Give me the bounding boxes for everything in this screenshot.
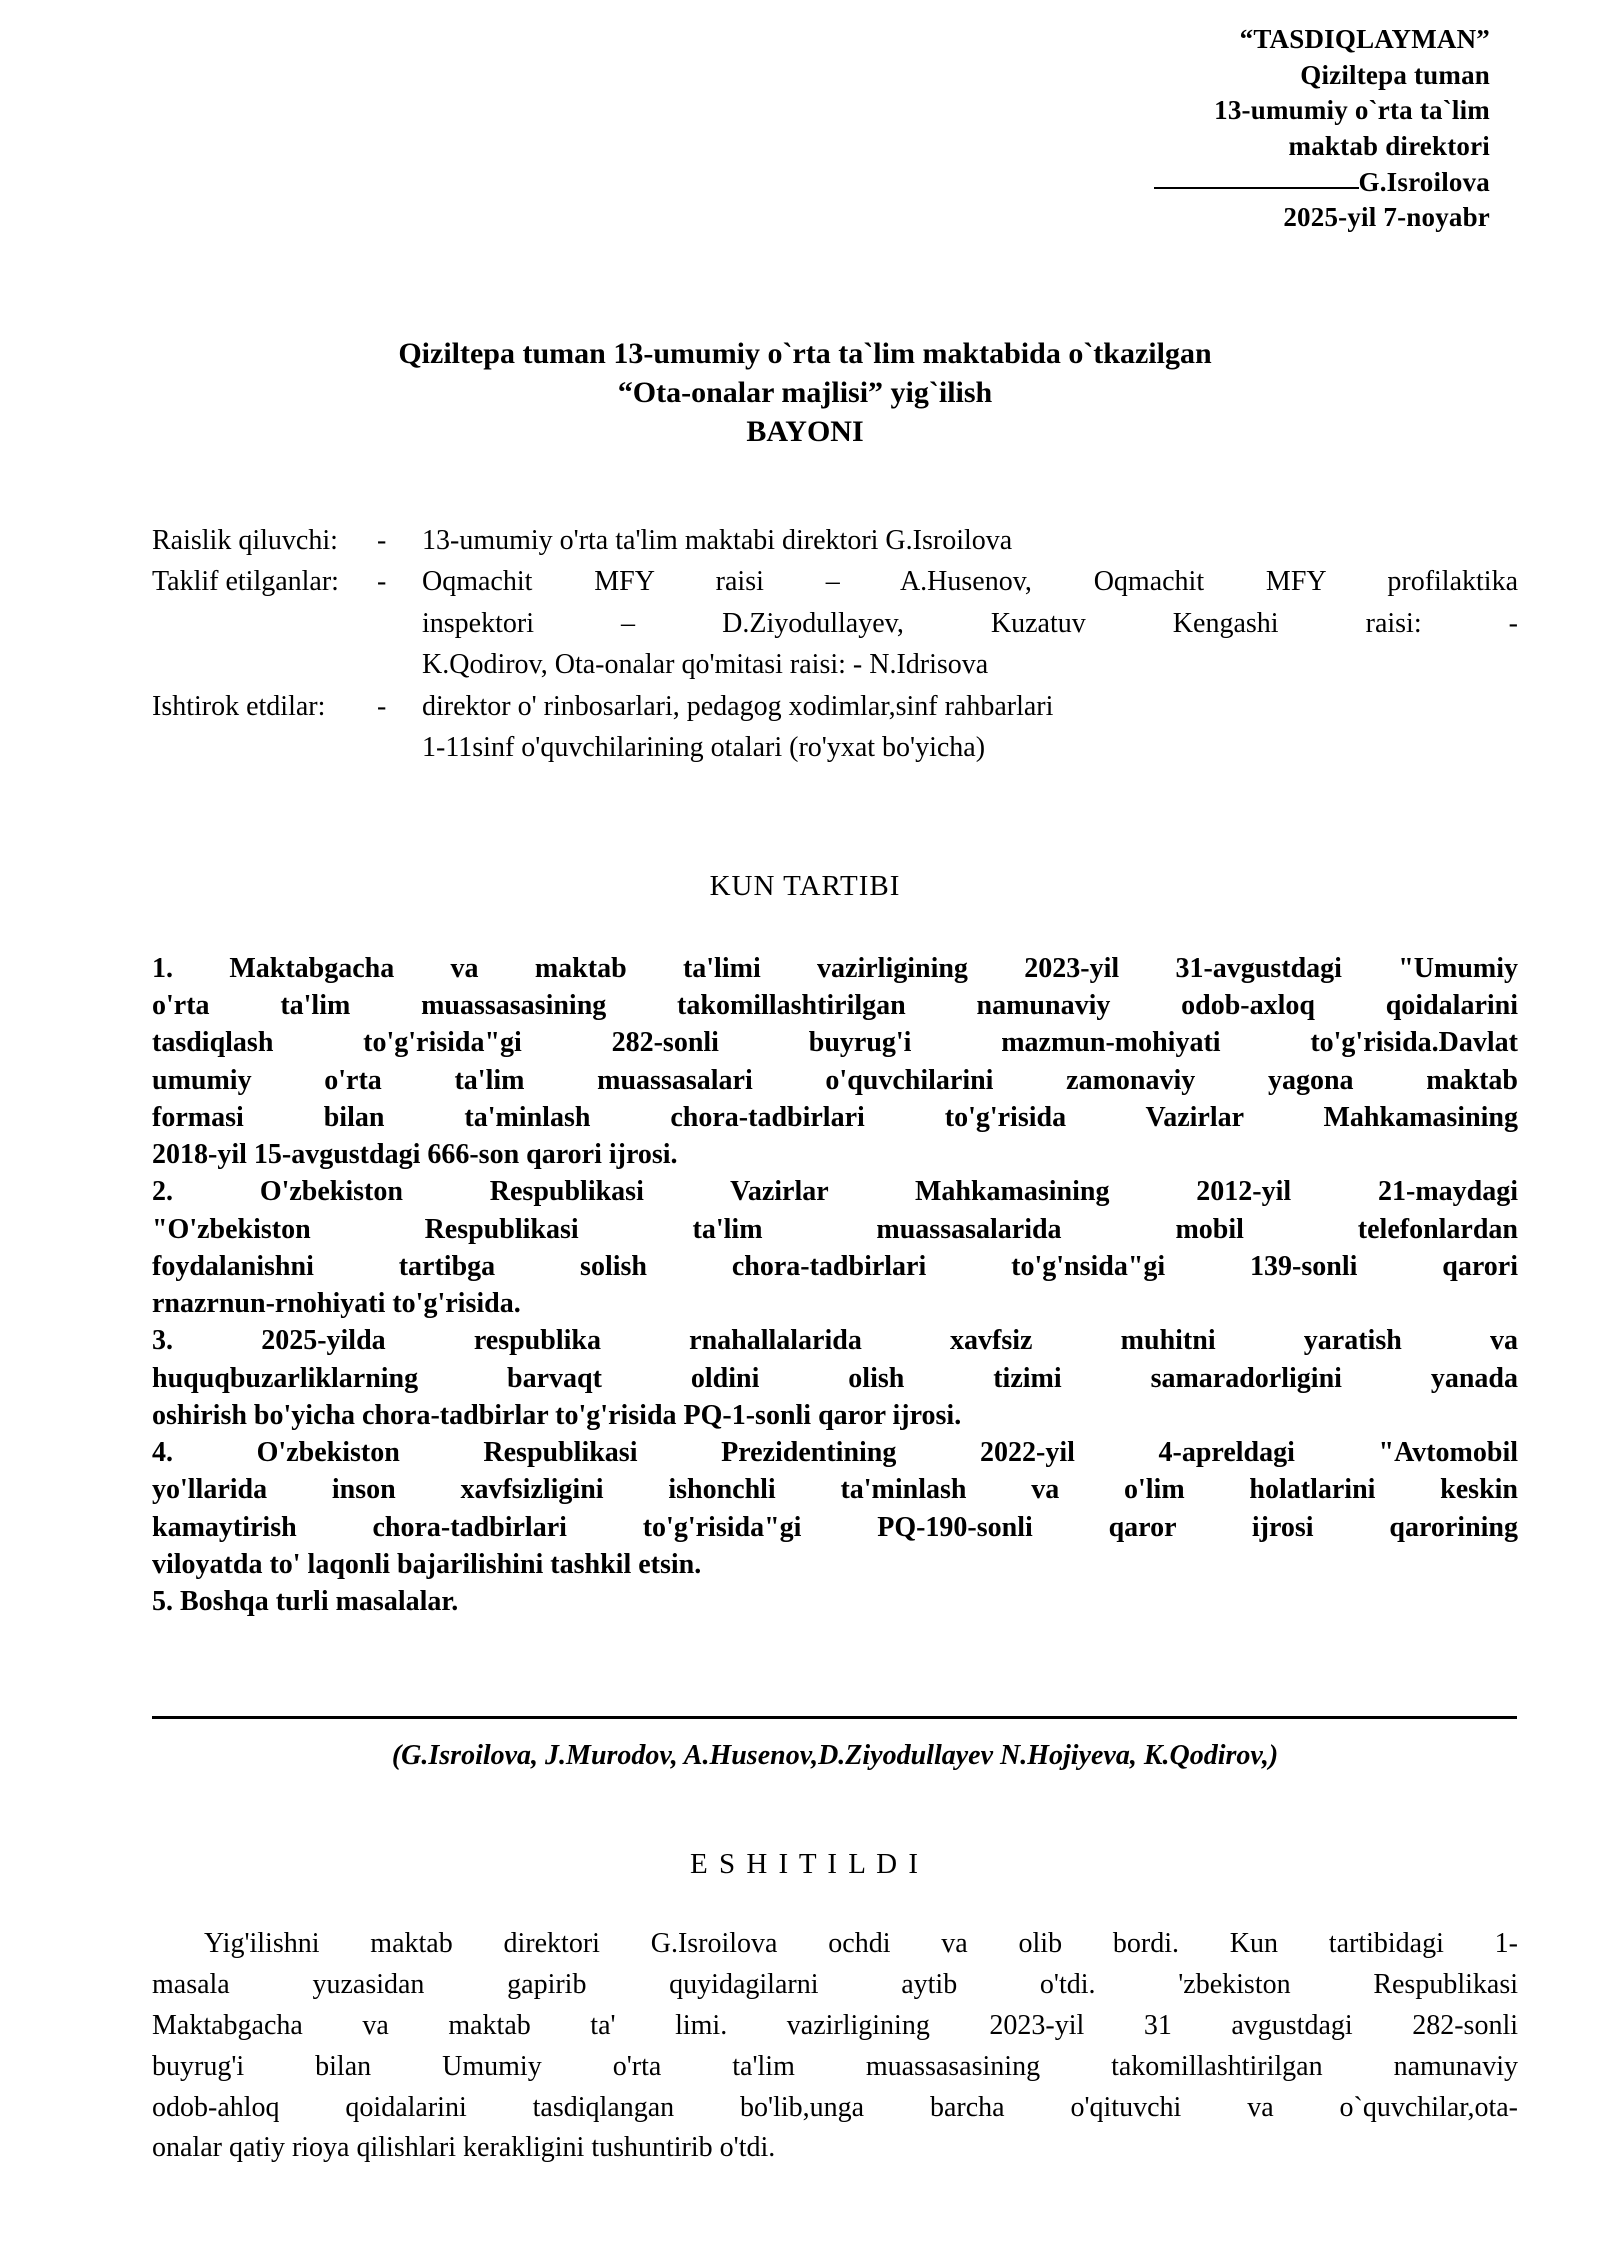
agenda-item-2-line-2: "O'zbekiston Respublikasi ta'lim muassasalarida mobil telefonlardan [152, 1213, 1518, 1245]
agenda-item-4 [152, 1434, 1518, 1583]
agenda-item-1-line-2: o'rta ta'lim muassasasining takomillashtirilgan namunaviy odob-axloq qoidalarini [152, 990, 1518, 1022]
agenda-item-4-line-1: 4. O'zbekiston Respublikasi Prezidentining 2022-yil 4-apreldagi "Avtomobil [152, 1437, 1518, 1469]
chair-value: 13-umumiy o'rta ta'lim maktabi direktori G.Isroilova [422, 525, 1013, 556]
attended-dash: - [377, 690, 387, 722]
agenda-item-4-line-3: kamaytirish chora-tadbirlari to'g'risida"gi PQ-190-sonli qaror ijrosi qarorining [152, 1511, 1518, 1543]
approval-role: maktab direktori [1288, 130, 1490, 161]
approval-signature-name: G.Isroilova [1358, 166, 1490, 197]
page-title [170, 334, 1440, 451]
agenda-item-1-line-1: 1. Maktabgacha va maktab ta'limi vazirligining 2023-yil 31-avgustdagi "Umumiy [152, 953, 1518, 984]
horizontal-divider [152, 1716, 1517, 1719]
invited-line-3: K.Qodirov, Ota-onalar qo'mitasi raisi: - N.Idrisova [422, 649, 989, 681]
closing-line-3: Maktabgacha va maktab ta' limi. vazirligining 2023-yil 31 avgustdagi 282-sonli [152, 2009, 1518, 2041]
invited-value [422, 561, 1518, 685]
chair-dash: - [377, 525, 387, 556]
approval-tasdiqlayman-label: “TASDIQLAYMAN” [1239, 24, 1490, 54]
approval-header-block [1010, 22, 1490, 236]
heard-heading: E S H I T I L D I [689, 1848, 920, 1880]
agenda-item-1-line-5: formasi bilan ta'minlash chora-tadbirlari to'g'risida Vazirlar Mahkamasining [152, 1101, 1518, 1133]
agenda-item-3-line-3: oshirish bo'yicha chora-tadbirlar to'g'risida PQ-1-sonli qaror ijrosi. [152, 1399, 962, 1431]
agenda-items-list [152, 950, 1518, 1620]
chair-label: Raislik qiluvchi: [152, 525, 338, 556]
agenda-item-1-line-6: 2018-yil 15-avgustdagi 666-son qarori ijrosi. [152, 1139, 678, 1171]
closing-line-2: masala yuzasidan gapirib quyidagilarni aytib o'tdi. 'zbekiston Respublikasi [152, 1968, 1518, 2000]
agenda-item-2-line-4: rnazrnun-rnohiyati to'g'risida. [152, 1288, 521, 1320]
agenda-item-2-line-3: foydalanishni tartibga solish chora-tadbirlari to'g'nsida"gi 139-sonli qarori [152, 1250, 1518, 1282]
closing-line-6: onalar qatiy rioya qilishlari kerakligini tushuntirib o'tdi. [152, 2132, 776, 2164]
closing-line-1: Yig'ilishni maktab direktori G.Isroilova ochdi va olib bordi. Kun tartibidagi 1- [204, 1928, 1518, 1959]
agenda-item-5 [152, 1583, 1518, 1620]
agenda-item-3 [152, 1322, 1518, 1434]
attended-value [422, 686, 1518, 769]
title-line-3: BAYONI [746, 415, 864, 448]
participant-row-chair [152, 520, 1518, 561]
title-line-2: “Ota-onalar majlisi” yig`ilish [617, 376, 993, 409]
approval-school: 13-umumiy o`rta ta`lim [1214, 95, 1490, 126]
agenda-item-4-line-2: yo'llarida inson xavfsizligini ishonchli ta'minlash va o'lim holatlarini keskin [152, 1474, 1518, 1506]
title-line-1: Qiziltepa tuman 13-umumiy o`rta ta`lim maktabida o`tkazilgan [398, 337, 1212, 370]
participants-block [152, 520, 1518, 769]
agenda-item-4-line-4: viloyatda to' laqonli bajarilishini tashkil etsin. [152, 1548, 702, 1580]
agenda-item-1-line-4: umumiy o'rta ta'lim muassasalari o'quvchilarini zamonaviy yagona maktab [152, 1064, 1518, 1096]
invited-dash: - [377, 566, 387, 598]
agenda-item-2-line-1: 2. O'zbekiston Respublikasi Vazirlar Mahkamasining 2012-yil 21-maydagi [152, 1176, 1518, 1208]
attended-label: Ishtirok etdilar: [152, 690, 326, 722]
agenda-item-2 [152, 1173, 1518, 1322]
invited-line-1: Oqmachit MFY raisi – A.Husenov, Oqmachit MFY profilaktika [422, 566, 1518, 598]
agenda-item-3-line-1: 3. 2025-yilda respublika rnahallalarida xavfsiz muhitni yaratish va [152, 1325, 1518, 1357]
closing-line-5: odob-ahloq qoidalarini tasdiqlangan bo'lib,unga barcha o'qituvchi va o`quvchilar,ota- [152, 2091, 1518, 2123]
approval-district: Qiziltepa tuman [1300, 59, 1490, 90]
approval-signature-line [1010, 165, 1490, 201]
agenda-item-3-line-2: huquqbuzarliklarning barvaqt oldini olish tizimi samaradorligini yanada [152, 1362, 1518, 1394]
invited-label: Taklif etilganlar: [152, 566, 339, 598]
closing-paragraph [152, 1924, 1518, 2169]
agenda-item-1 [152, 950, 1518, 1173]
closing-line-4: buyrug'i bilan Umumiy o'rta ta'lim muassasasining takomillashtirilgan namunaviy [152, 2050, 1518, 2082]
signature-underline [1154, 187, 1359, 189]
signatories-line: (G.Isroilova, J.Murodov, A.Husenov,D.Ziyodullayev N.Hojiyeva, K.Qodirov,) [391, 1740, 1279, 1771]
attended-line-2: 1-11sinf o'quvchilarining otalari (ro'yxat bo'yicha) [422, 732, 986, 764]
agenda-heading: KUN TARTIBI [709, 870, 901, 902]
approval-date: 2025-yil 7-noyabr [1283, 202, 1490, 233]
invited-line-2: inspektori – D.Ziyodullayev, Kuzatuv Kengashi raisi: - [422, 607, 1518, 639]
participant-row-attended [152, 686, 1518, 769]
agenda-item-1-line-3: tasdiqlash to'g'risida"gi 282-sonli buyrug'i mazmun-mohiyati to'g'risida.Davlat [152, 1027, 1518, 1059]
participant-row-invited [152, 561, 1518, 685]
attended-line-1: direktor o' rinbosarlari, pedagog xodimlar,sinf rahbarlari [422, 690, 1054, 722]
agenda-item-5-line-1: 5. Boshqa turli masalalar. [152, 1585, 459, 1617]
